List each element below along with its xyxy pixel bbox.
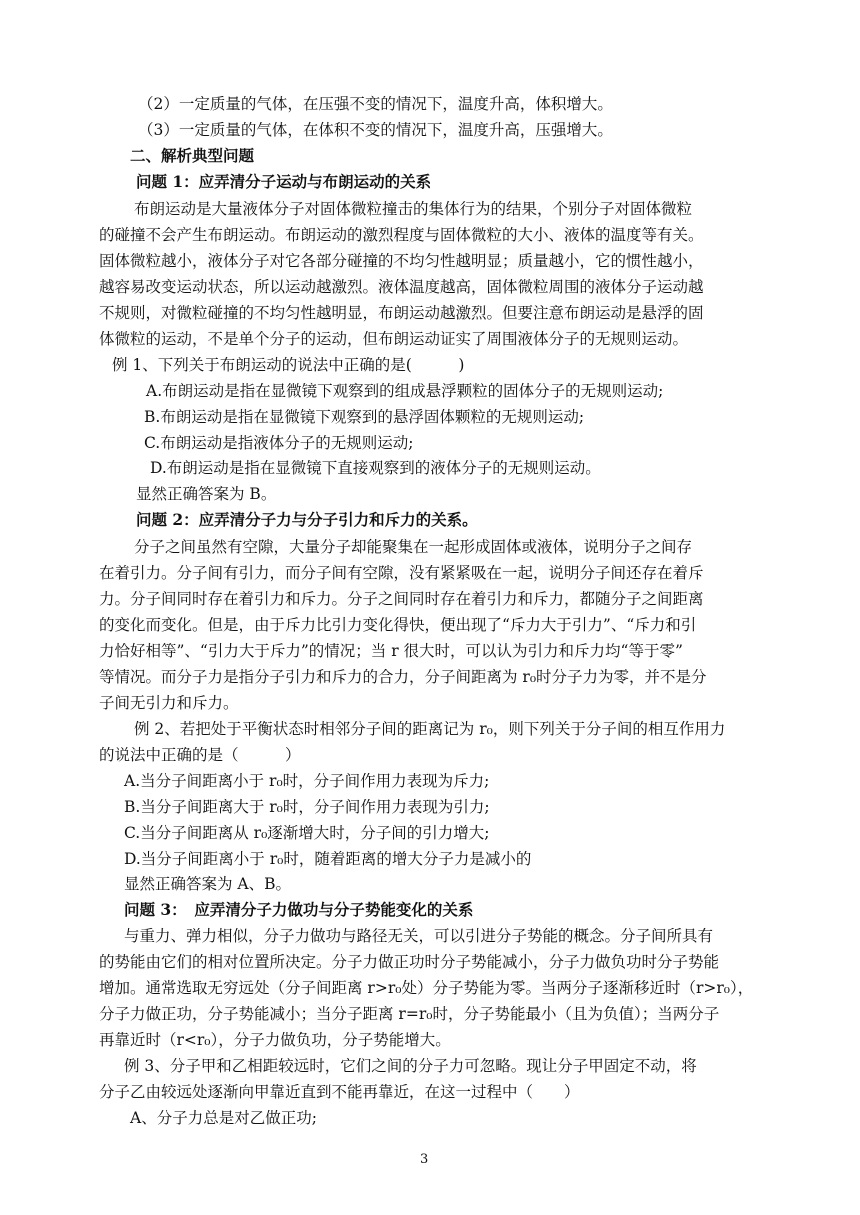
option-d: D.布朗运动是指在显微镜下直接观察到的液体分子的无规则运动。	[150, 459, 601, 477]
paragraph-line: 的变化而变化。但是，由于斥力比引力变化得快，便出现了“斥力大于引力”、“斥力和引	[99, 616, 697, 634]
paragraph-line: 分子之间虽然有空隙，大量分子却能聚集在一起形成固体或液体，说明分子之间存	[134, 538, 693, 556]
paragraph-line: 与重力、弹力相似，分子力做功与路径无关，可以引进分子势能的概念。分子间所具有	[124, 927, 714, 945]
option-a: A.布朗运动是指在显微镜下观察到的组成悬浮颗粒的固体分子的无规则运动;	[146, 382, 664, 400]
paragraph-line: 布朗运动是大量液体分子对固体微粒撞击的集体行为的结果，个别分子对固体微粒	[134, 200, 693, 218]
example-2-question: 的说法中正确的是（ ）	[99, 746, 301, 764]
text-line-2: （3）一定质量的气体，在体积不变的情况下，温度升高，压强增大。	[138, 121, 613, 139]
option-a: A、分子力总是对乙做正功;	[130, 1109, 317, 1127]
example-3-question: 例 3、分子甲和乙相距较远时，它们之间的分子力可忽略。现让分子甲固定不动，将	[124, 1057, 697, 1075]
answer-line: 显然正确答案为 B。	[136, 485, 277, 503]
paragraph-line: 不规则，对微粒碰撞的不均匀性越明显，布朗运动越激烈。但要注意布朗运动是悬浮的固	[99, 304, 704, 322]
paragraph-line: 增加。通常选取无穷远处（分子间距离 r>r₀处）分子势能为零。当两分子逐渐移近时（r>r₀），	[99, 979, 754, 997]
paragraph-line: 力恰好相等”、“引力大于斥力”的情况；当 r 很大时，可以认为引力和斥力均“等于零”	[99, 642, 683, 660]
option-c: C.布朗运动是指液体分子的无规则运动;	[144, 434, 414, 452]
problem-2-heading: 问题 2：应弄清分子力与分子引力和斥力的关系。	[136, 510, 478, 529]
example-1-question: 例 1、下列关于布朗运动的说法中正确的是( )	[112, 356, 465, 374]
option-c: C.当分子间距离从 r₀逐渐增大时，分子间的引力增大;	[124, 824, 490, 842]
example-3-question: 分子乙由较远处逐渐向甲靠近直到不能再靠近，在这一过程中（ ）	[99, 1083, 580, 1101]
paragraph-line: 越容易改变运动状态，所以运动越激烈。液体温度越高，固体微粒周围的液体分子运动越	[99, 278, 704, 296]
option-b: B.当分子间距离大于 r₀时，分子间作用力表现为引力;	[124, 798, 490, 816]
problem-1-heading: 问题 1：应弄清分子运动与布朗运动的关系	[136, 172, 432, 191]
section-heading: 二、解析典型问题	[130, 146, 255, 165]
option-d: D.当分子间距离小于 r₀时，随着距离的增大分子力是减小的	[124, 850, 532, 868]
option-a: A.当分子间距离小于 r₀时，分子间作用力表现为斥力;	[124, 772, 490, 790]
option-b: B.布朗运动是指在显微镜下观察到的悬浮固体颗粒的无规则运动;	[144, 408, 585, 426]
paragraph-line: 再靠近时（r<r₀），分子力做负功，分子势能增大。	[99, 1031, 451, 1049]
paragraph-line: 等情况。而分子力是指分子引力和斥力的合力，分子间距离为 r₀时分子力为零，并不是分	[99, 668, 707, 686]
paragraph-line: 在着引力。分子间有引力，而分子间有空隙，没有紧紧吸在一起，说明分子间还存在着斥	[99, 564, 704, 582]
paragraph-line: 力。分子间同时存在着引力和斥力。分子之间同时存在着引力和斥力，都随分子之间距离	[99, 590, 704, 608]
paragraph-line: 体微粒的运动，不是单个分子的运动，但布朗运动证实了周围液体分子的无规则运动。	[99, 330, 689, 348]
paragraph-line: 分子力做正功，分子势能减小；当分子距离 r=r₀时，分子势能最小（且为负值）；当两分子	[99, 1005, 720, 1023]
problem-3-heading: 问题 3： 应弄清分子力做功与分子势能变化的关系	[124, 900, 474, 919]
text-line-1: （2）一定质量的气体，在压强不变的情况下，温度升高，体积增大。	[138, 95, 613, 113]
page-number: 3	[420, 1152, 429, 1167]
paragraph-line: 的势能由它们的相对位置所决定。分子力做正功时分子势能减小，分子力做负功时分子势能	[99, 953, 720, 971]
example-2-question: 例 2、若把处于平衡状态时相邻分子间的距离记为 r₀，则下列关于分子间的相互作用力	[134, 720, 726, 738]
paragraph-line: 的碰撞不会产生布朗运动。布朗运动的激烈程度与固体微粒的大小、液体的温度等有关。	[99, 226, 704, 244]
paragraph-line: 固体微粒越小，液体分子对它各部分碰撞的不均匀性越明显；质量越小，它的惯性越小，	[99, 252, 704, 270]
paragraph-line: 子间无引力和斥力。	[99, 694, 239, 712]
answer-line: 显然正确答案为 A、B。	[124, 875, 292, 893]
